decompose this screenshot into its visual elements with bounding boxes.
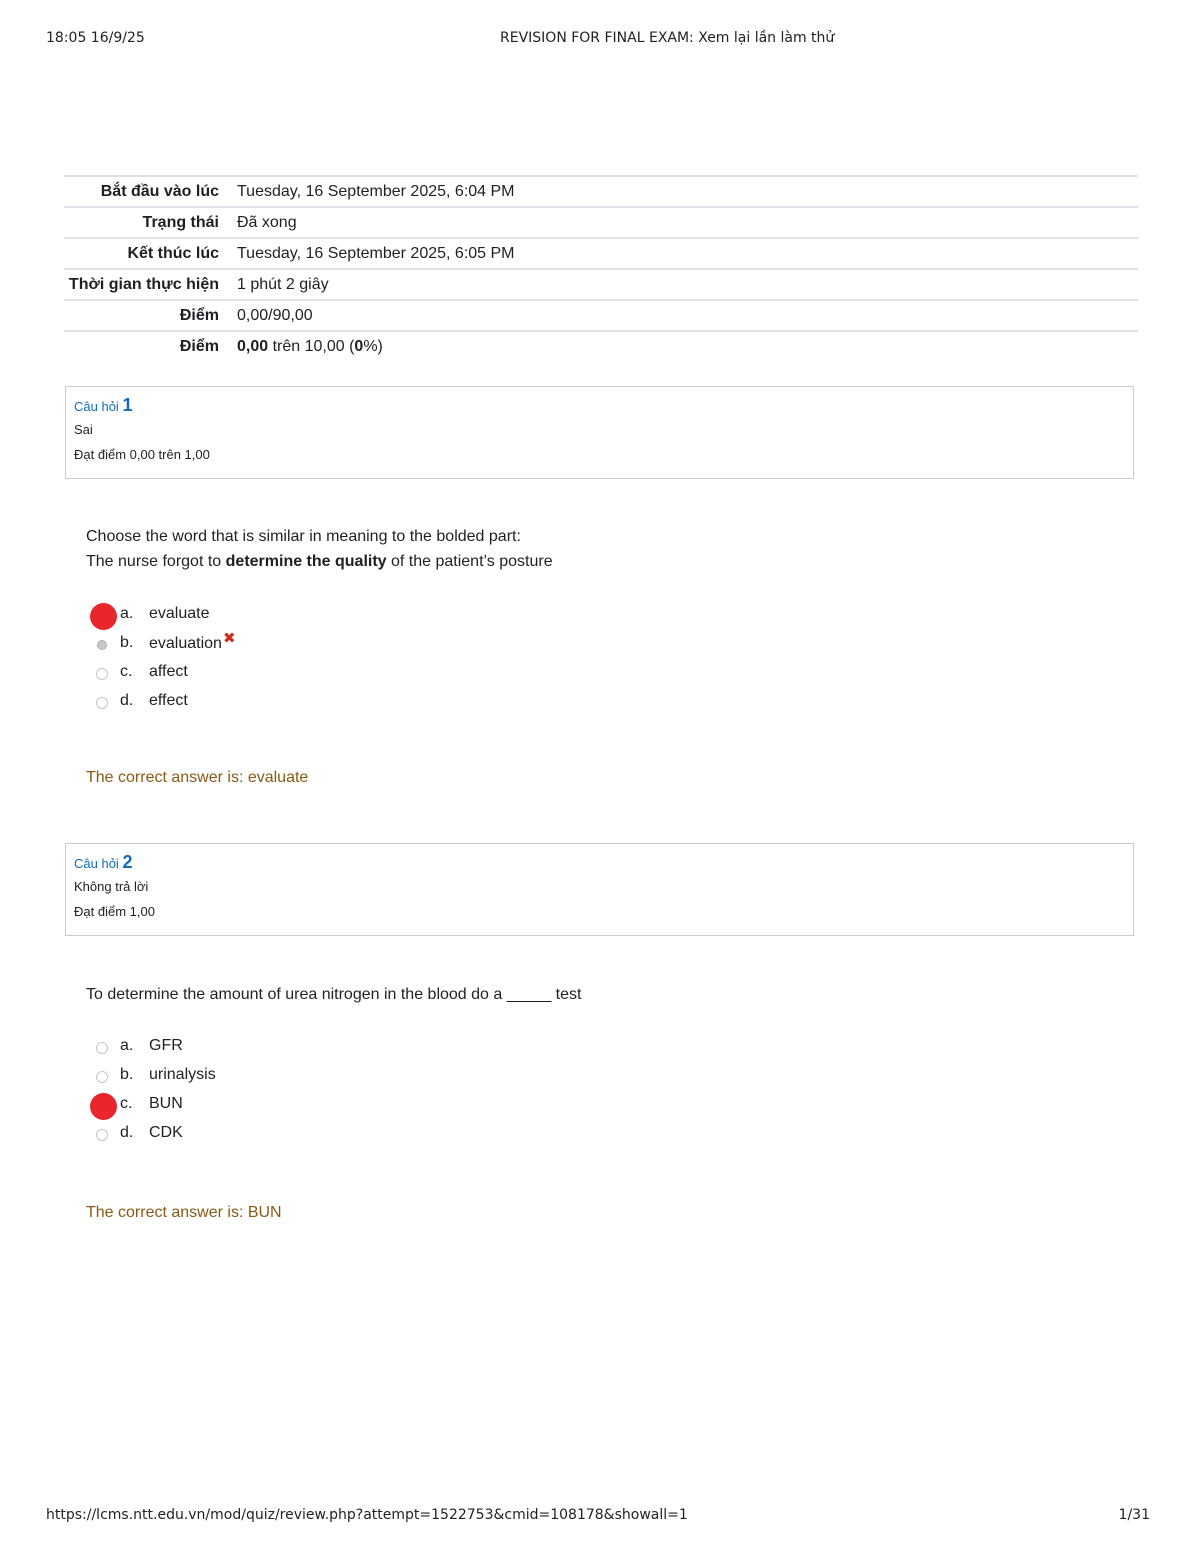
answer-text: effect (149, 692, 188, 709)
summary-label: Kết thúc lúc (127, 245, 219, 262)
question-2-info (65, 843, 1134, 936)
question-state: Không trả lời (74, 879, 149, 894)
answer-letter: c. (120, 663, 133, 680)
question-grade: Đạt điểm 1,00 (74, 904, 155, 919)
print-header (0, 30, 1200, 50)
summary-value: Tuesday, 16 September 2025, 6:05 PM (237, 245, 515, 262)
question-number-value: 1 (122, 395, 133, 415)
radio-button[interactable] (96, 668, 108, 680)
question-state: Sai (74, 422, 93, 437)
question-prompt-line: Choose the word that is similar in meaning to the bolded part: (86, 528, 521, 545)
highlight-dot (90, 1093, 117, 1120)
grade-percent-end: %) (363, 338, 383, 355)
answer-text: CDK (149, 1124, 183, 1141)
summary-label: Điểm (179, 307, 219, 324)
question-number (74, 852, 1125, 873)
question-number-value: 2 (122, 852, 133, 872)
answer-text: BUN (149, 1095, 183, 1112)
answer-letter: a. (120, 605, 134, 622)
question-prompt-line (86, 549, 553, 574)
answer-text: affect (149, 663, 188, 680)
summary-value: Tuesday, 16 September 2025, 6:04 PM (237, 183, 515, 200)
summary-label: Bắt đầu vào lúc (100, 183, 219, 200)
summary-value: 0,00/90,00 (237, 307, 313, 324)
attempt-summary-table (64, 175, 1138, 361)
radio-button[interactable] (96, 697, 108, 709)
question-2-text (86, 982, 581, 1007)
summary-row-state (64, 207, 1138, 238)
print-timestamp: 18:05 16/9/25 (46, 30, 145, 46)
answer-text: evaluate (149, 605, 210, 622)
question-label: Câu hỏi (74, 399, 119, 414)
answer-letter: b. (120, 1066, 134, 1083)
summary-value: 1 phút 2 giây (237, 276, 329, 293)
prompt-text: The nurse forgot to (86, 553, 226, 570)
prompt-bold-part: determine the quality (225, 553, 387, 570)
summary-label: Trạng thái (142, 214, 219, 231)
summary-value (237, 331, 1138, 361)
print-url: https://lcms.ntt.edu.vn/mod/quiz/review.php?attempt=1522753&cmid=108178&showall=1 (46, 1507, 688, 1523)
answer-text-value: evaluation (149, 635, 222, 652)
grade-out-of: trên 10,00 ( (268, 338, 355, 355)
radio-button-checked[interactable] (97, 640, 107, 650)
question-2-correct-answer: The correct answer is: BUN (86, 1204, 282, 1221)
answer-letter: c. (120, 1095, 133, 1112)
prompt-text: of the patient’s posture (386, 553, 553, 570)
answer-text: GFR (149, 1037, 183, 1054)
question-prompt-line: To determine the amount of urea nitrogen in the blood do a _____ test (86, 986, 582, 1003)
question-1-text (86, 524, 553, 574)
print-page-title: REVISION FOR FINAL EXAM: Xem lại lần làm thử (500, 30, 835, 46)
answer-letter: d. (120, 692, 134, 709)
question-grade: Đạt điểm 0,00 trên 1,00 (74, 447, 210, 462)
summary-value: Đã xong (237, 214, 297, 231)
question-number (74, 395, 1125, 416)
summary-row-started (64, 176, 1138, 207)
answer-text: urinalysis (149, 1066, 216, 1083)
radio-button[interactable] (96, 1071, 108, 1083)
question-label: Câu hỏi (74, 856, 119, 871)
incorrect-icon: ✖ (222, 630, 236, 647)
answer-letter: d. (120, 1124, 134, 1141)
question-1-info (65, 386, 1134, 479)
summary-label: Thời gian thực hiện (68, 276, 219, 293)
grade-percent: 0 (354, 338, 364, 355)
answer-text (149, 630, 236, 653)
summary-row-completed (64, 238, 1138, 269)
answer-letter: a. (120, 1037, 134, 1054)
print-page-number: 1/31 (1118, 1507, 1150, 1523)
summary-row-marks (64, 300, 1138, 331)
summary-row-grade (64, 331, 1138, 361)
summary-label: Điểm (179, 338, 219, 355)
answer-letter: b. (120, 634, 134, 651)
summary-row-time-taken (64, 269, 1138, 300)
highlight-dot (90, 603, 117, 630)
radio-button[interactable] (96, 1129, 108, 1141)
print-footer (0, 1507, 1200, 1527)
grade-score: 0,00 (237, 338, 269, 355)
radio-button[interactable] (96, 1042, 108, 1054)
question-1-correct-answer: The correct answer is: evaluate (86, 769, 309, 786)
